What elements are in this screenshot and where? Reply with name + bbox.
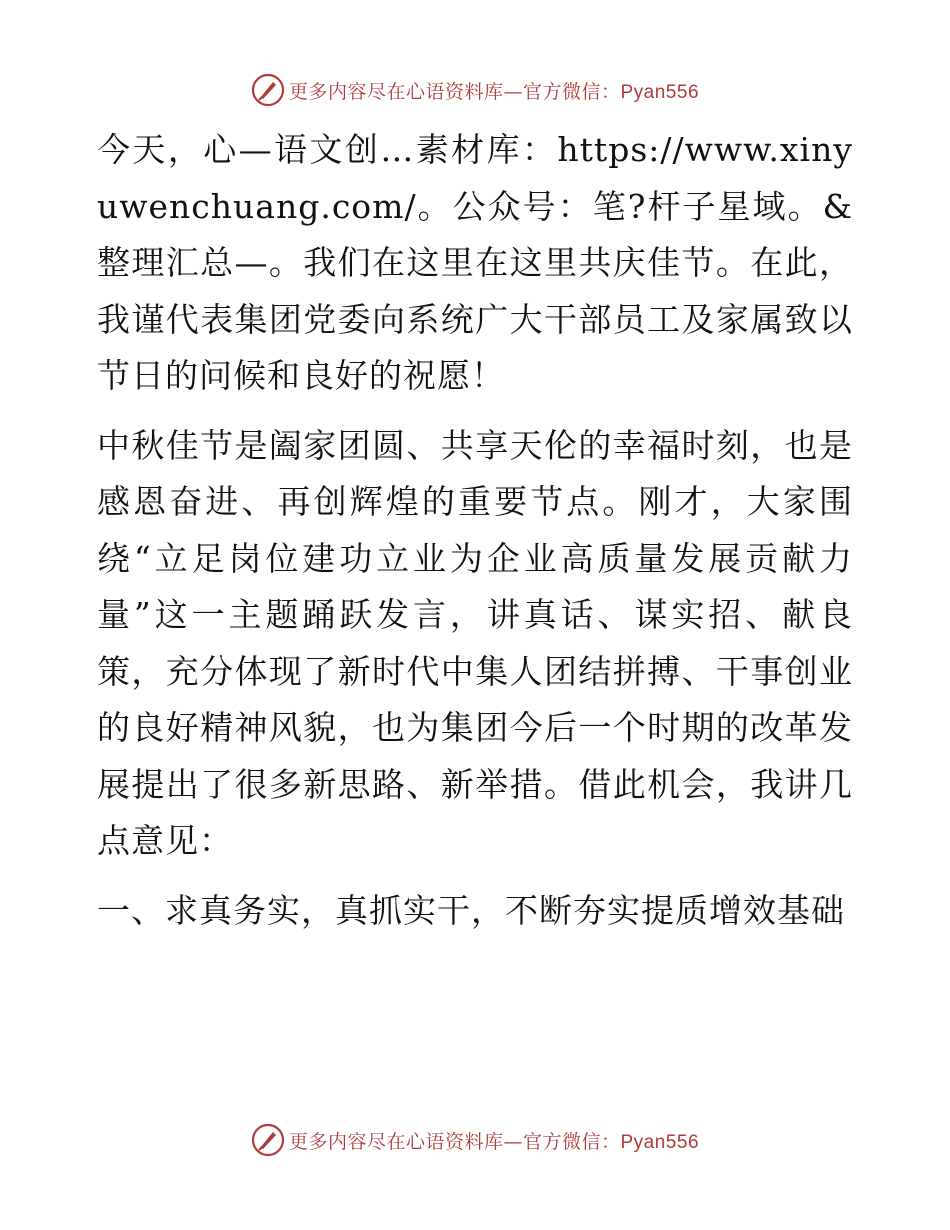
header-banner [0,70,950,110]
footer-banner-text [289,1127,699,1154]
footer-wechat-label: 官方微信： [522,1130,621,1153]
header-separator: — [503,80,523,103]
section-heading-one: 一、求真务实，真抓实干，不断夯实提质增效基础 [97,890,845,930]
footer-banner [0,1120,950,1160]
document-body [97,122,853,952]
quill-logo-icon [251,73,285,107]
header-wechat-id: Pyan556 [620,81,700,103]
footer-brand-text: 更多内容尽在心语资料库 [288,1130,504,1153]
paragraph-greeting: 今天，心—语文创…素材库：https://www.xinyuwenchuang.com/。公众号：笔?杆子星域。&整理汇总—。我们在这里在这里共庆佳节。在此，我谨代表集团党委向系统广大干部员工及家属致以节日的问候和良好的祝愿！ [97,130,853,395]
paragraph-festival: 中秋佳节是阖家团圆、共享天伦的幸福时刻，也是感恩奋进、再创辉煌的重要节点。刚才，大家围绕“立足岗位建功立业为企业高质量发展贡献力量”这一主题踊跃发言，讲真话、谋实招、献良策，充分体现了新时代中集人团结拼搏、干事创业的良好精神风貌，也为集团今后一个时期的改革发展提出了很多新思路、新举措。借此机会，我讲几点意见： [97,425,853,860]
quill-logo-icon [251,1123,285,1157]
header-brand-text: 更多内容尽在心语资料库 [288,80,504,103]
header-banner-text [289,77,699,104]
footer-separator: — [503,1130,523,1153]
footer-wechat-id: Pyan556 [620,1131,700,1153]
header-wechat-label: 官方微信： [522,80,621,103]
